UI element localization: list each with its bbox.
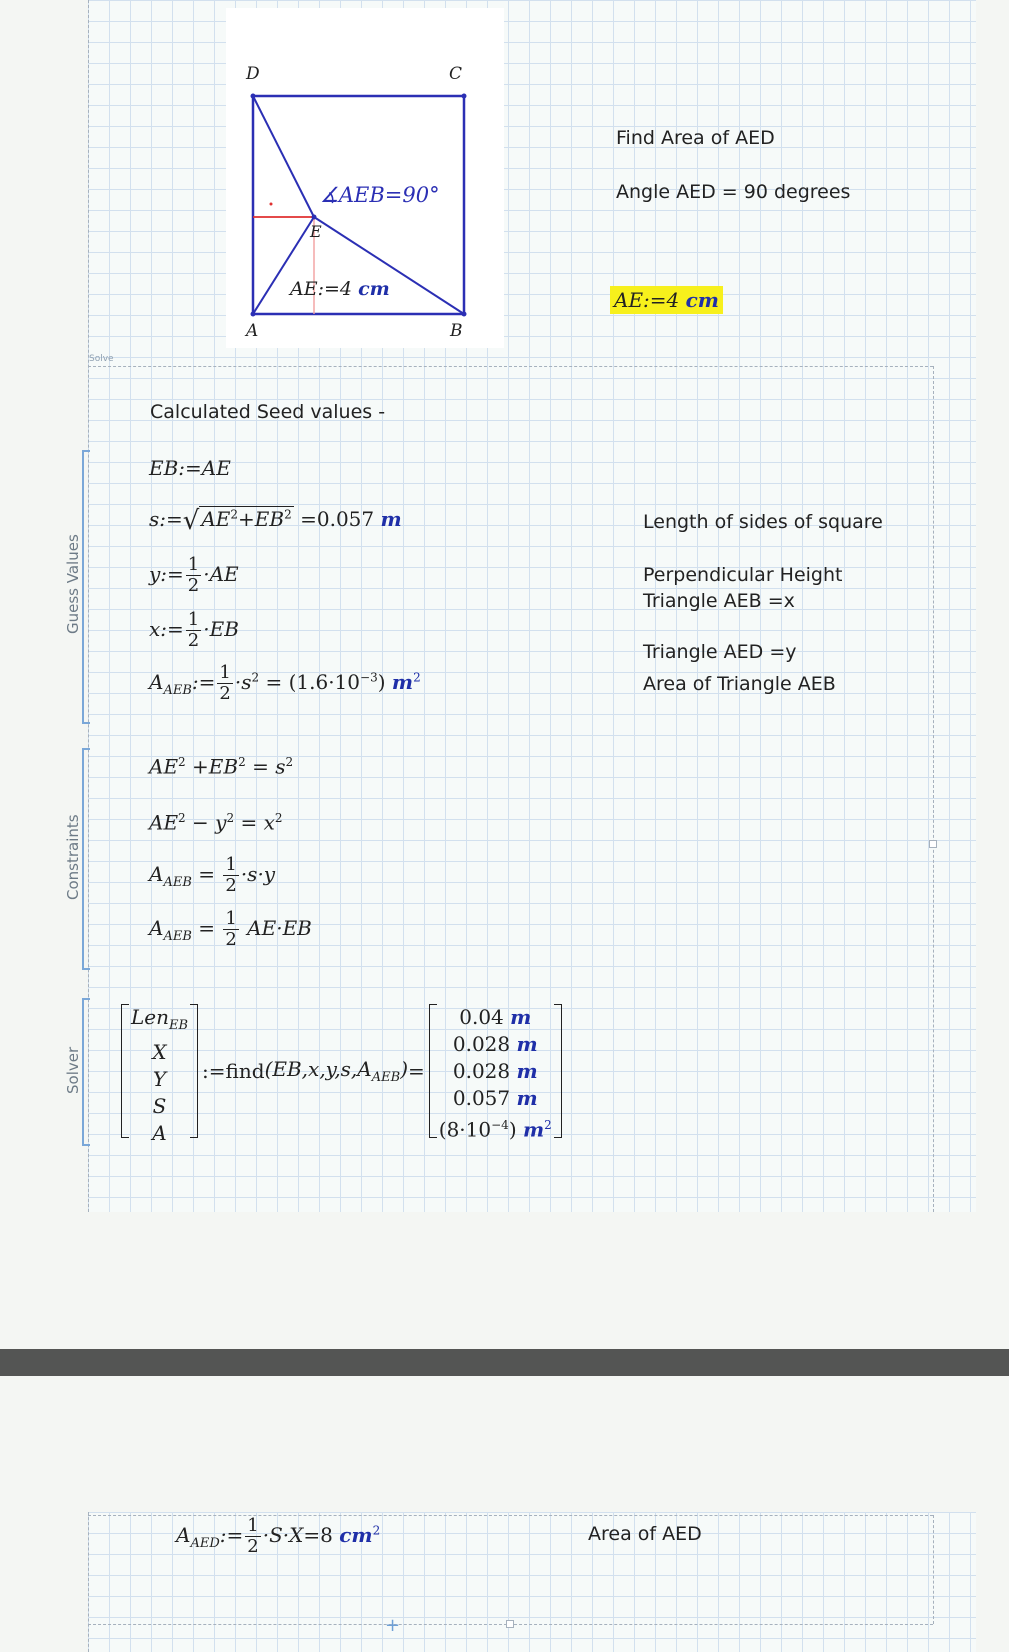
diagram-ae-def: AE:=4 (290, 278, 353, 300)
ae-definition[interactable] (610, 290, 723, 310)
constraints-label: Constraints (64, 814, 82, 900)
guess-values-region[interactable] (82, 450, 90, 724)
solver-region[interactable] (82, 998, 90, 1146)
vertex-b-label: B (450, 321, 463, 341)
right-cell-4: $(8\cdot 10^{-4})$ $m^2$ (438, 1117, 552, 1142)
vertex-c-label: C (449, 64, 463, 84)
vertex-b-dot (462, 312, 467, 317)
s-definition[interactable]: s:=√ $AE^2+EB^2 =0.057$ m (149, 506, 402, 536)
find-function: :=find (202, 1059, 265, 1083)
line-de (253, 96, 314, 217)
vertex-e-dot (312, 215, 317, 220)
angle-aed-text: Angle AED = 90 degrees (616, 181, 851, 203)
s-result: 0.057 (316, 507, 375, 531)
note-perp-1: Perpendicular Height (643, 564, 843, 586)
left-cell-0: Len$_{EB}$ (131, 1005, 189, 1033)
aeb-definition[interactable]: $A_{AEB}:=$ $\frac{1}{2}$ $\cdot s^2 = (1.6\cdot 10^{-3})$ $m^2$ (149, 662, 421, 704)
eb-definition[interactable]: EB:=AE (149, 456, 231, 480)
note-aed: Triangle AED =y (643, 641, 797, 663)
right-cell-1: 0.028 m (452, 1032, 538, 1056)
note-perp-2: Triangle AEB =x (643, 590, 795, 612)
vertex-c-dot (462, 94, 467, 99)
aeb-exp: −3 (360, 670, 378, 685)
aed-result[interactable]: $A_{AED}:=$ $\frac{1}{2}$ ·S·X=8 $cm^2$ (176, 1515, 381, 1557)
x-definition[interactable]: x:= $\frac{1}{2}$ ·EB (149, 609, 239, 651)
left-cell-2: Y (152, 1067, 167, 1091)
solver-label: Solver (64, 1046, 82, 1094)
constraint-3[interactable]: $A_{AEB}$ = $\frac{1}{2}$ ·s·y (149, 854, 276, 896)
cursor-crosshair-icon: + (385, 1615, 401, 1636)
aeb-unit: m (391, 670, 414, 694)
bottom-resize-handle[interactable] (506, 1620, 514, 1628)
seed-heading: Calculated Seed values - (150, 401, 386, 423)
constraints-region[interactable] (82, 748, 90, 970)
vertex-d-label: D (246, 64, 260, 84)
ae-def-name: AE:=4 (614, 288, 680, 312)
page-margin-left-2 (88, 1512, 89, 1652)
find-call: :=find $(EB,x,y,s,A_{AEB})$ = (202, 1057, 425, 1085)
square-diagram[interactable] (226, 8, 504, 348)
left-matrix (121, 1004, 198, 1145)
marker-dot (270, 203, 273, 206)
left-cell-1: X (152, 1040, 167, 1064)
vertex-e-label: E (310, 222, 322, 241)
note-area-aeb: Area of Triangle AEB (643, 673, 836, 695)
left-cell-4: A (152, 1121, 167, 1145)
find-area-text: Find Area of AED (616, 127, 775, 149)
note-sides: Length of sides of square (643, 511, 883, 533)
diagram-ae-label (290, 280, 390, 299)
ae-highlight (610, 286, 723, 314)
vertex-a-label: A (246, 321, 259, 341)
solve-block-label: Solve (89, 354, 114, 364)
constraint-1[interactable]: $AE^2 +EB^2 = s^2$ (149, 754, 294, 779)
guess-values-label: Guess Values (64, 534, 82, 634)
resize-handle[interactable] (929, 840, 937, 848)
right-cell-3: 0.057 m (452, 1086, 538, 1110)
s-unit: m (380, 507, 402, 531)
right-cell-0: 0.04 m (459, 1005, 532, 1029)
solver-expression[interactable] (121, 1004, 562, 1145)
ae-def-unit: cm (685, 288, 719, 312)
left-cell-3: S (152, 1094, 167, 1118)
solve-border-top (88, 366, 933, 367)
vertex-d-dot (251, 94, 256, 99)
page-break-bar (0, 1349, 1009, 1376)
aeb-result: 1.6·10 (296, 670, 361, 694)
aed-value: 8 (320, 1523, 333, 1547)
area-aed-label: Area of AED (588, 1523, 702, 1545)
constraint-4[interactable]: $A_{AEB}$ = $\frac{1}{2}$ AE·EB (149, 908, 312, 950)
right-cell-2: 0.028 m (452, 1059, 538, 1083)
diagram-ae-unit: cm (358, 278, 390, 300)
vertex-a-dot (251, 312, 256, 317)
constraint-2[interactable]: $AE^2 - y^2 = x^2$ (149, 810, 283, 835)
right-matrix (429, 1004, 562, 1142)
solve-border-right (933, 366, 934, 1212)
aed-unit: cm (339, 1523, 373, 1547)
bottom-region-right (933, 1515, 934, 1624)
angle-label: ∡AEB=90° (320, 183, 440, 207)
bottom-region-top (88, 1515, 933, 1516)
y-definition[interactable]: y:= $\frac{1}{2}$ ·AE (149, 554, 239, 596)
